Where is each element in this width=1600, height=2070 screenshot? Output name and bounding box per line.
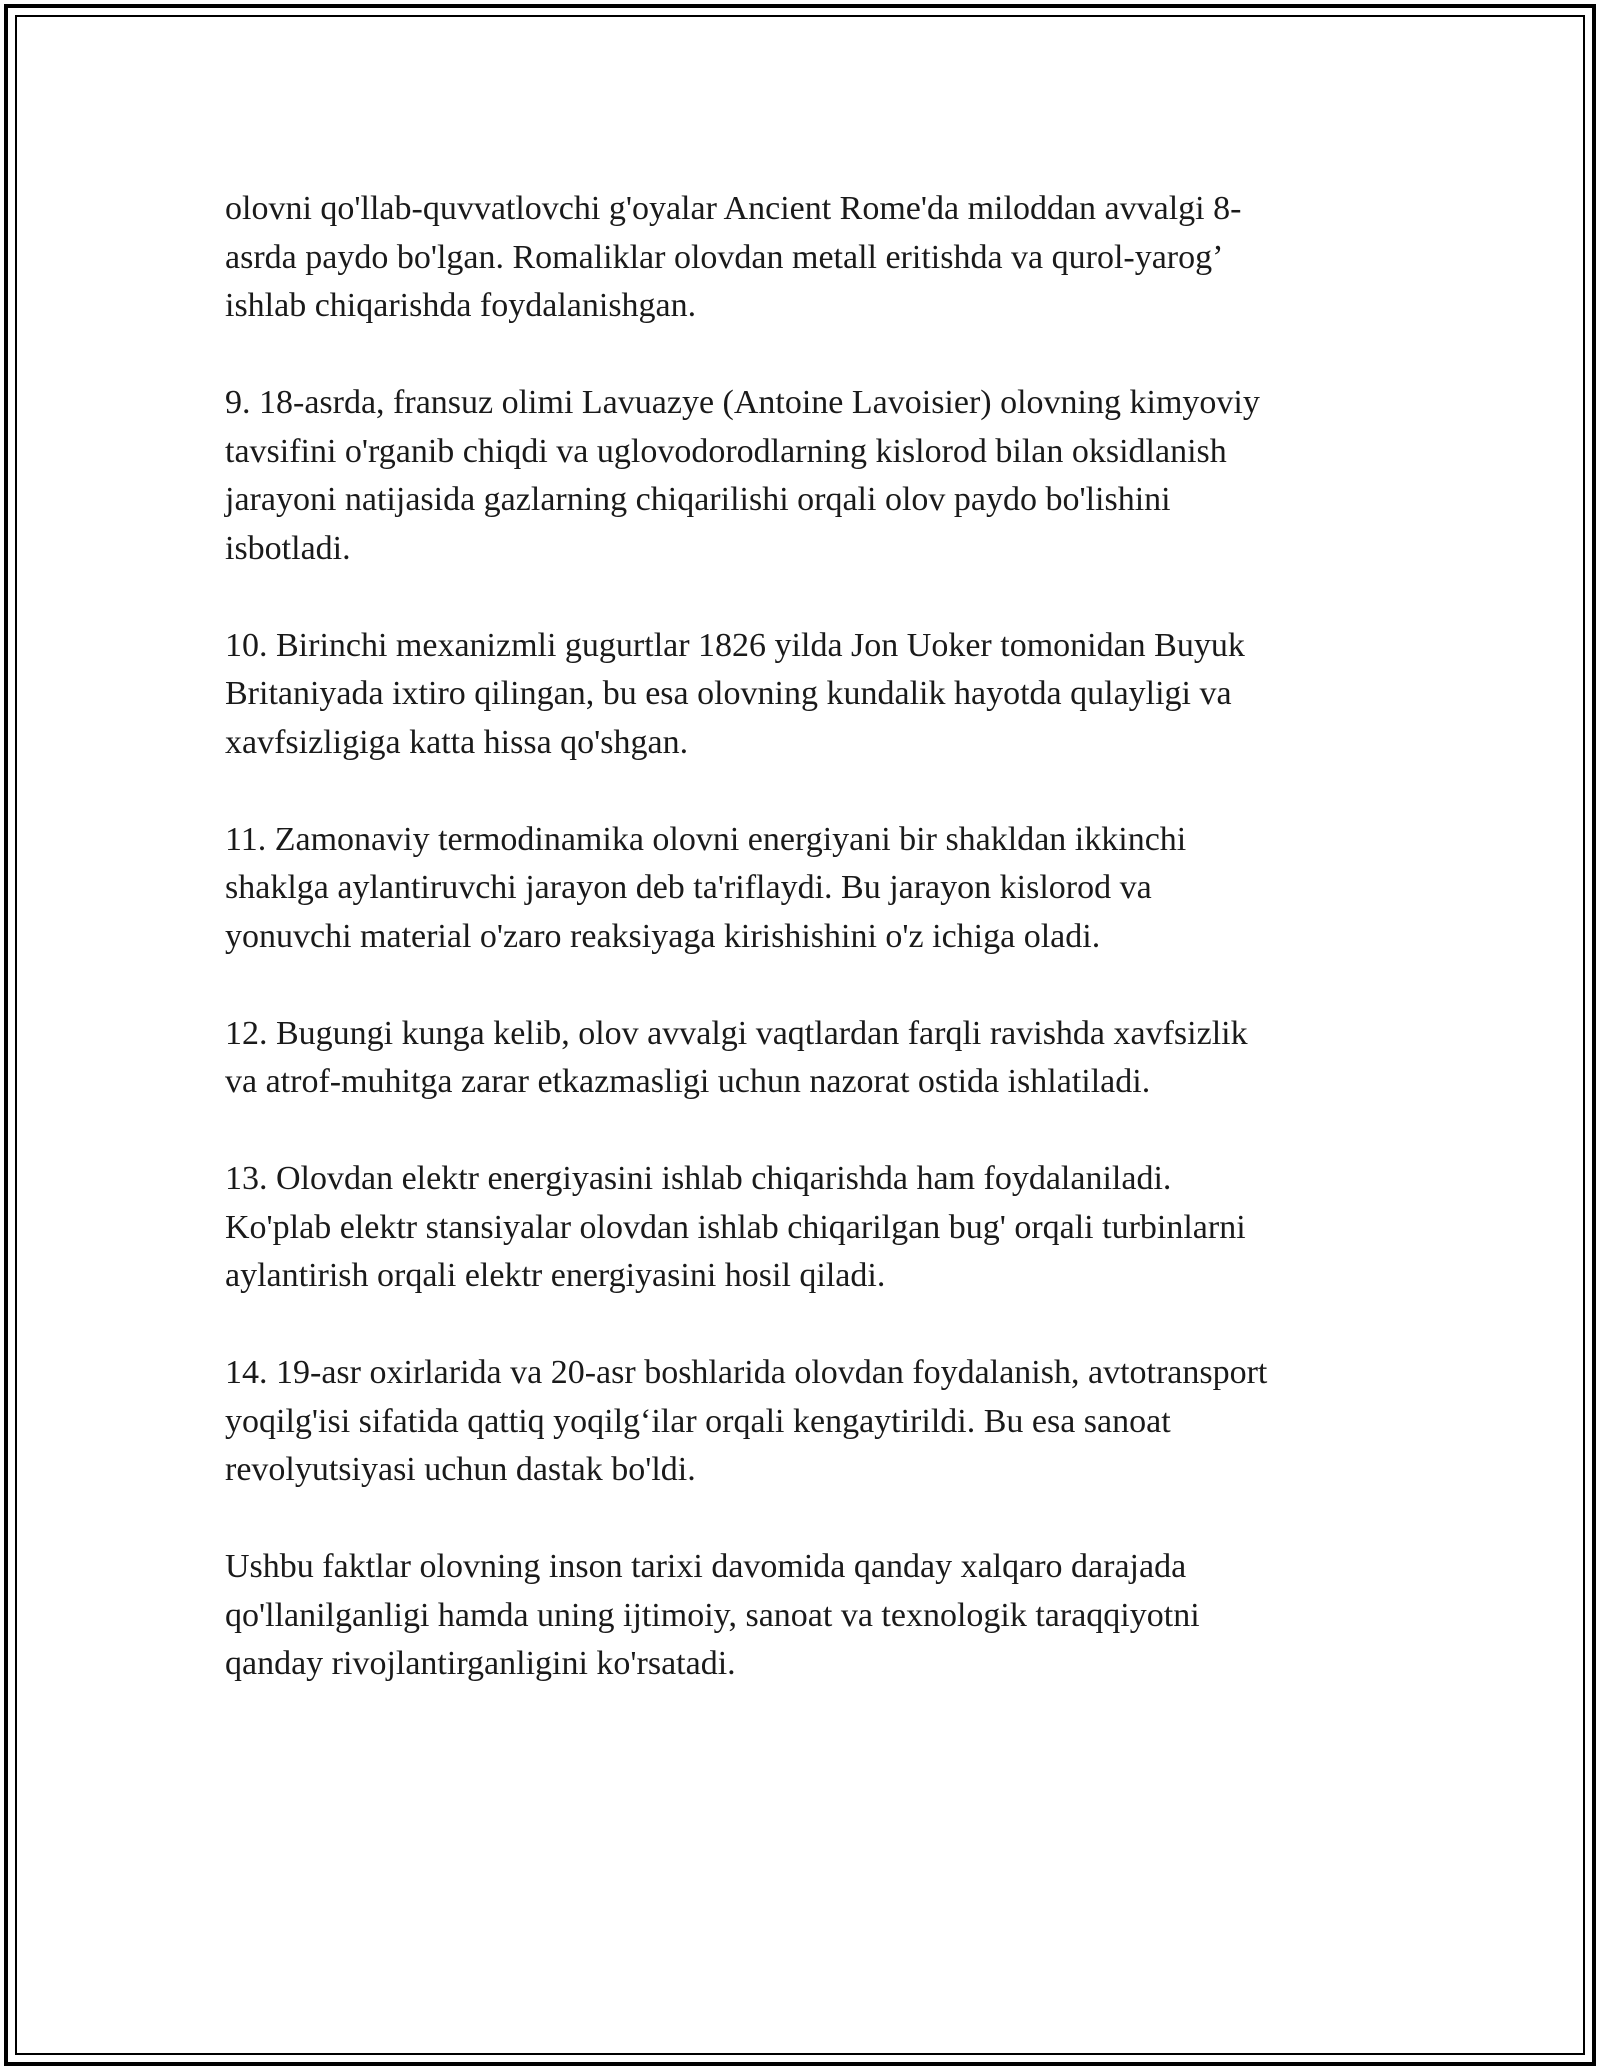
paragraph-item-14-industrial-revolution: 14. 19-asr oxirlarida va 20-asr boshlarida olovdan foydalanish, avtotransport yoqilg'isi sifatida qattiq yoqilg‘ilar orqali kengaytirildi. Bu esa sanoat revolyutsiyasi uchun dastak bo'ldi. (225, 1354, 1268, 1488)
paragraph-item-13-electricity: 13. Olovdan elektr energiyasini ishlab chiqarishda ham foydalaniladi. Ko'plab elektr stansiyalar olovdan ishlab chiqarilgan bug' orqali turbinlarni aylantirish orqali elektr energiyasini hosil qiladi. (225, 1160, 1246, 1294)
paragraph-conclusion: Ushbu faktlar olovning inson tarixi davomida qanday xalqaro darajada qo'llanilganligi hamda uning ijtimoiy, sanoat va texnologik taraqqiyotni qanday rivojlantirganligini ko'rsatadi. (225, 1548, 1200, 1682)
paragraph-item-10-matches: 10. Birinchi mexanizmli gugurtlar 1826 yilda Jon Uoker tomonidan Buyuk Britaniyada ixtiro qilingan, bu esa olovning kundalik hayotda qulayligi va xavfsizligiga katta hissa qo'shgan. (225, 626, 1245, 761)
paragraph-roman-fire-ideas: olovni qo'llab-quvvatlovchi g'oyalar Ancient Rome'da miloddan avvalgi 8- asrda paydo bo'lgan. Romaliklar olovdan metall eritishda va qurol-yarog’ ishlab chiqarishda foydalanishgan. (225, 190, 1242, 324)
document-body (225, 185, 1375, 1737)
paragraph-item-9-lavoisier: 9. 18-asrda, fransuz olimi Lavuazye (Antoine Lavoisier) olovning kimyoviy tavsifini o'rganib chiqdi va uglovodorodlarning kislorod bilan oksidlanish jarayoni natijasida gazlarning chiqarilishi orqali olov paydo bo'lishini isbotladi. (225, 384, 1260, 567)
paragraph-item-12-controlled-use: 12. Bugungi kunga kelib, olov avvalgi vaqtlardan farqli ravishda xavfsizlik va atrof-muhitga zarar etkazmasligi uchun nazorat ostida ishlatiladi. (225, 1014, 1248, 1100)
paragraph-item-11-thermodynamics: 11. Zamonaviy termodinamika olovni energiyani bir shakldan ikkinchi shaklga aylantiruvchi jarayon deb ta'riflaydi. Bu jarayon kislorod va yonuvchi material o'zaro reaksiyaga kirishishini o'z ichiga oladi. (225, 820, 1187, 955)
